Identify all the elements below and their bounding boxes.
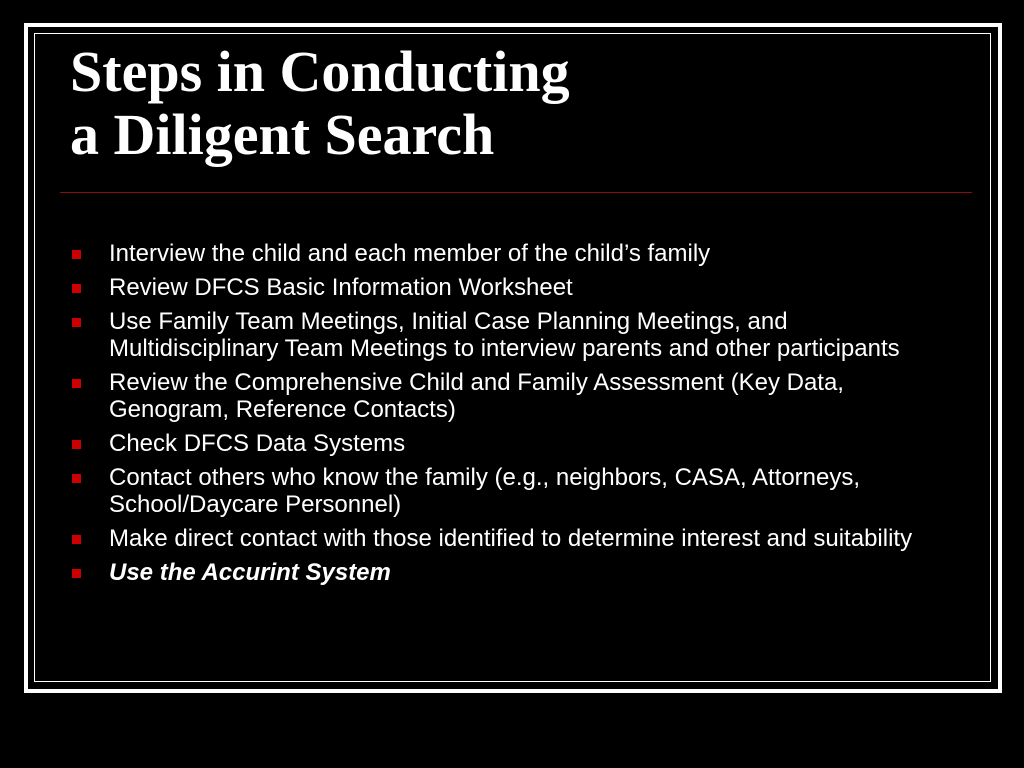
title-line-2: a Diligent Search [70,102,495,167]
bullet-text: Review DFCS Basic Information Worksheet [109,274,573,301]
square-bullet-icon [72,250,81,259]
bullet-text: Contact others who know the family (e.g., neighbors, CASA, Attorneys, School/Daycare Personnel) [109,464,861,518]
bullet-text: Make direct contact with those identified to determine interest and suitability [109,525,913,552]
bullet-text-emphasized: Use the Accurint System [109,559,391,586]
square-bullet-icon [72,440,81,449]
square-bullet-icon [72,379,81,388]
bullet-text: Check DFCS Data Systems [109,430,406,457]
title-line-1: Steps in Conducting [70,39,570,104]
bullet-item [72,369,952,423]
square-bullet-icon [72,318,81,327]
bullet-item [72,525,952,552]
slide-title [70,40,950,166]
bullet-item [72,308,952,362]
square-bullet-icon [72,284,81,293]
bullet-item [72,274,952,301]
bullet-item [72,430,952,457]
bullet-text: Review the Comprehensive Child and Family Assessment (Key Data, Genogram, Reference Contacts) [109,369,844,423]
bullet-item [72,240,952,267]
bullet-text: Interview the child and each member of the child’s family [109,240,711,267]
title-divider [60,192,972,193]
bullet-text: Use Family Team Meetings, Initial Case Planning Meetings, and Multidisciplinary Team Meetings to interview parents and other participants [109,308,900,362]
bullet-item [72,464,952,518]
square-bullet-icon [72,474,81,483]
bullet-list [72,240,952,593]
square-bullet-icon [72,569,81,578]
square-bullet-icon [72,535,81,544]
bullet-item [72,559,952,586]
